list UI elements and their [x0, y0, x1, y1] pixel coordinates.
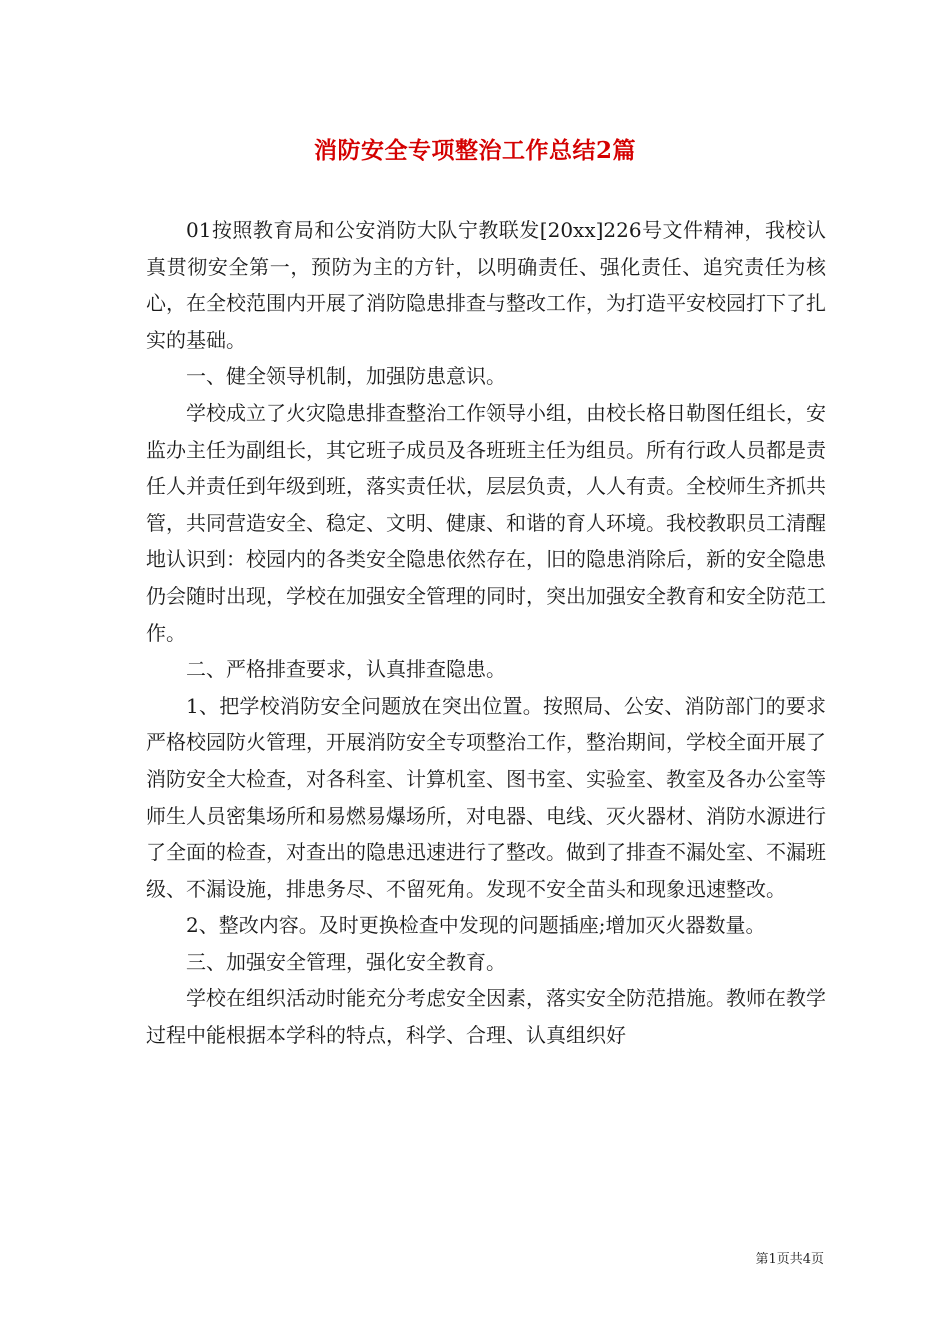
page-number: 第1页共4页	[755, 1252, 824, 1267]
paragraph-activities: 学校在组织活动时能充分考虑安全因素，落实安全防范措施。教师在教学过程中能根据本学科的特点，科学、合理、认真组织好	[146, 986, 826, 1048]
section-heading-1: 一、健全领导机制，加强防患意识。	[186, 364, 506, 389]
document-body	[146, 212, 826, 1054]
paragraph-intro: 01按照教育局和公安消防大队宁教联发[20xx]226号文件精神，我校认真贯彻安全第一，预防为主的方针，以明确责任、强化责任、追究责任为核心，在全校范围内开展了消防隐患排查与整改工作，为打造平安校园打下了扎实的基础。	[146, 218, 826, 352]
document-title: 消防安全专项整治工作总结2篇	[313, 137, 636, 164]
paragraph-rectification: 2、整改内容。及时更换检查中发现的问题插座;增加灭火器数量。	[186, 913, 766, 938]
section-heading-3: 三、加强安全管理，强化安全教育。	[186, 949, 506, 974]
paragraph-inspection: 1、把学校消防安全问题放在突出位置。按照局、公安、消防部门的要求严格校园防火管理，开展消防安全专项整治工作，整治期间，学校全面开展了消防安全大检查，对各科室、计算机室、图书室、实验室、教室及各办公室等师生人员密集场所和易燃易爆场所，对电器、电线、灭火器材、消防水源进行了全面的检查，对查出的隐患迅速进行了整改。做到了排查不漏处室、不漏班级、不漏设施，排患务尽、不留死角。发现不安全苗头和现象迅速整改。	[146, 693, 826, 901]
section-heading-2: 二、严格排查要求，认真排查隐患。	[186, 657, 506, 682]
paragraph-leadership: 学校成立了火灾隐患排查整治工作领导小组，由校长格日勒图任组长，安监办主任为副组长，其它班子成员及各班班主任为组员。所有行政人员都是责任人并责任到年级到班，落实责任状，层层负责，人人有责。全校师生齐抓共管，共同营造安全、稳定、文明、健康、和谐的育人环境。我校教职员工清醒地认识到：校园内的各类安全隐患依然存在，旧的隐患消除后，新的安全隐患仍会随时出现，学校在加强安全管理的同时，突出加强安全教育和安全防范工作。	[146, 400, 826, 645]
